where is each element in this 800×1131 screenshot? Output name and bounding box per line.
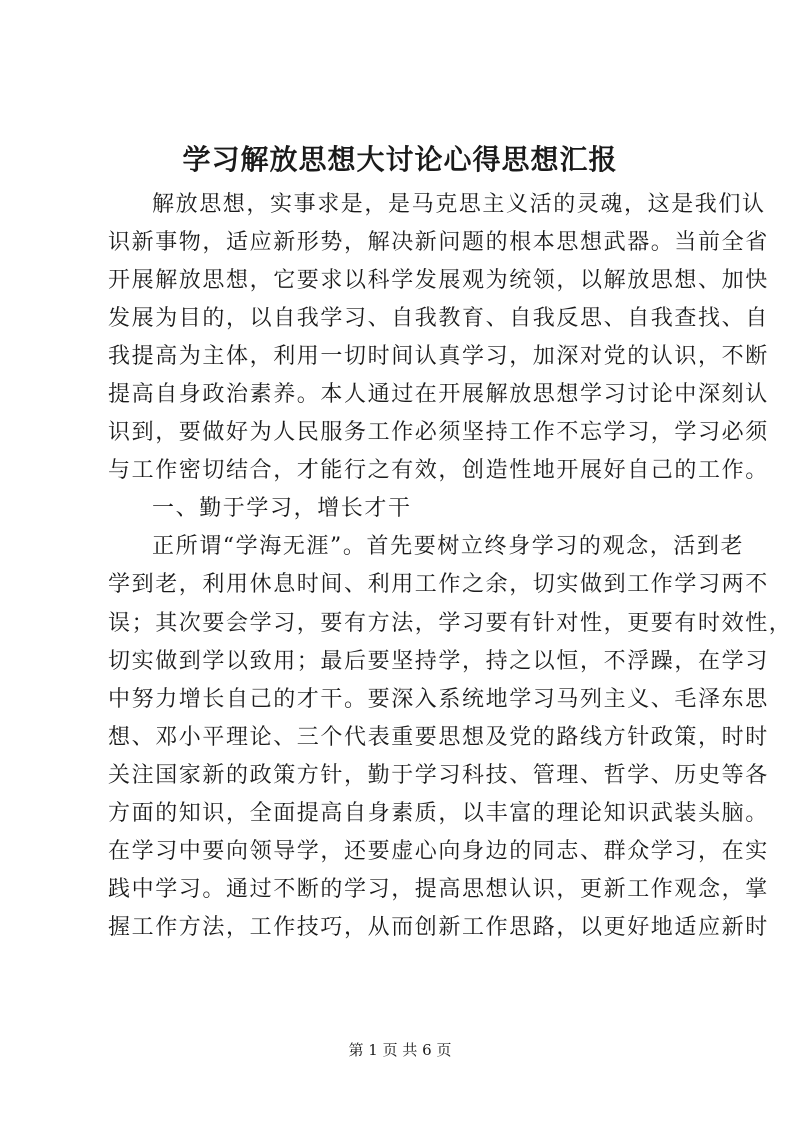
text-line: 开展解放思想，它要求以科学发展观为统领，以解放思想、加快 [108, 268, 769, 294]
document-title: 学习解放思想大讨论心得思想汇报 [182, 143, 618, 176]
text-line: 学到老，利用休息时间、利用工作之余，切实做到工作学习两不 [108, 572, 769, 598]
text-line: 识新事物，适应新形势，解决新问题的根本思想武器。当前全省 [108, 230, 769, 256]
text-line: 想、邓小平理论、三个代表重要思想及党的路线方针政策，时时 [108, 724, 769, 750]
text-line: 解放思想，实事求是，是马克思主义活的灵魂，这是我们认 [152, 192, 766, 217]
text-line: 误；其次要会学习，要有方法，学习要有针对性，更要有时效性， [108, 610, 793, 636]
text-line: 识到，要做好为人民服务工作必须坚持工作不忘学习，学习必须 [108, 420, 769, 446]
text-line: 切实做到学以致用；最后要坚持学，持之以恒，不浮躁，在学习 [108, 648, 769, 674]
text-line: 方面的知识，全面提高自身素质，以丰富的理论知识武装头脑。 [108, 800, 769, 826]
section-heading: 一、勤于学习，增长才干 [152, 496, 412, 522]
page-number-footer: 第 1 页 共 6 页 [348, 1041, 452, 1059]
text-line: 中努力增长自己的才干。要深入系统地学习马列主义、毛泽东思 [108, 686, 769, 712]
text-line: 正所谓“学海无涯”。首先要树立终身学习的观念，活到老 [152, 534, 745, 560]
text-line: 关注国家新的政策方针，勤于学习科技、管理、哲学、历史等各 [108, 762, 769, 788]
document-body [108, 186, 793, 947]
text-line: 提高自身政治素养。本人通过在开展解放思想学习讨论中深刻认 [108, 382, 769, 408]
text-line: 践中学习。通过不断的学习，提高思想认识，更新工作观念，掌 [108, 876, 769, 902]
text-line: 在学习中要向领导学，还要虚心向身边的同志、群众学习，在实 [108, 838, 769, 864]
text-line: 与工作密切结合，才能行之有效，创造性地开展好自己的工作。 [108, 458, 769, 484]
text-line: 我提高为主体，利用一切时间认真学习，加深对党的认识，不断 [108, 344, 769, 370]
text-line: 发展为目的，以自我学习、自我教育、自我反思、自我查找、自 [108, 306, 769, 332]
text-line: 握工作方法，工作技巧，从而创新工作思路，以更好地适应新时 [108, 914, 769, 940]
